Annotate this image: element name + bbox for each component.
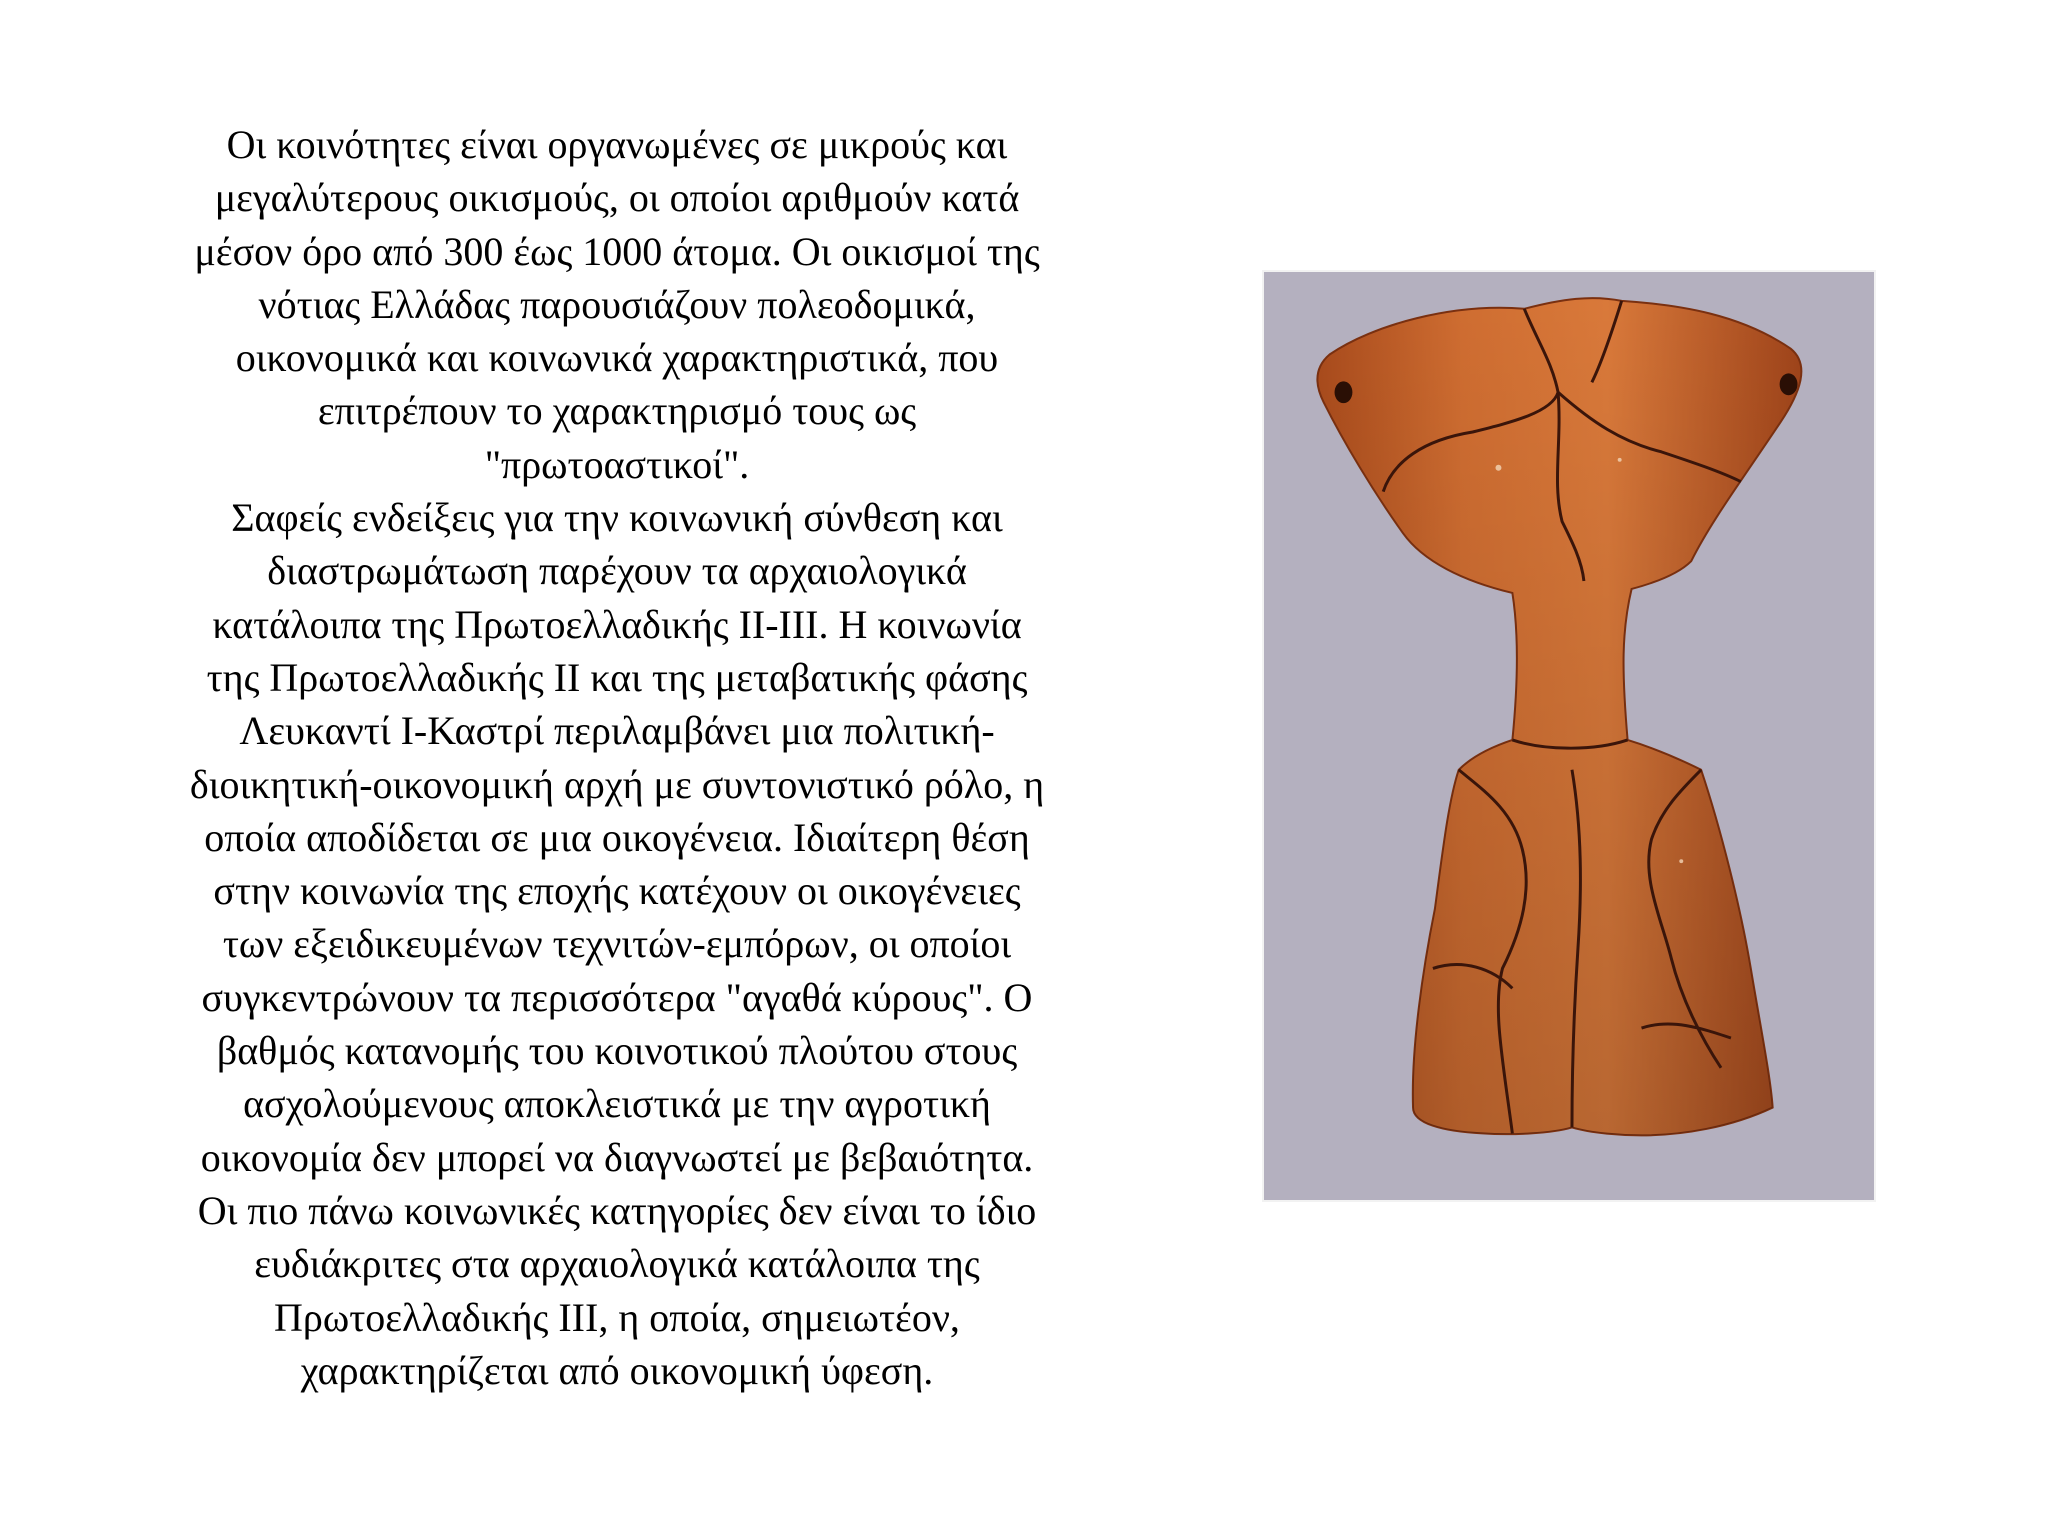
body-text (112, 118, 1122, 1397)
text-line: Λευκαντί Ι-Καστρί περιλαμβάνει μια πολιτική- (239, 708, 995, 754)
text-line: οποία αποδίδεται σε μια οικογένεια. Ιδιαίτερη θέση (204, 814, 1030, 860)
text-line: οικονομικά και κοινωνικά χαρακτηριστικά, που (235, 335, 999, 381)
text-line: Σαφείς ενδείξεις για την κοινωνική σύνθεση και (231, 495, 1003, 541)
text-line: χαρακτηρίζεται από οικονομική ύφεση. (300, 1347, 934, 1393)
text-line: επιτρέπουν το χαρακτηρισμό τους ως (317, 388, 917, 434)
text-line: διαστρωμάτωση παρέχουν τα αρχαιολογικά (267, 548, 967, 594)
text-line: νότιας Ελλάδας παρουσιάζουν πολεοδομικά, (258, 281, 976, 327)
text-line: της Πρωτοελλαδικής ΙΙ και της μεταβατικής φάσης (206, 654, 1028, 700)
text-line: στην κοινωνία της εποχής κατέχουν οι οικογένειες (213, 868, 1021, 914)
text-line: των εξειδικευμένων τεχνιτών-εμπόρων, οι οποίοι (222, 921, 1012, 967)
text-line: Οι πιο πάνω κοινωνικές κατηγορίες δεν είναι το ίδιο (197, 1187, 1037, 1233)
text-line: μεγαλύτερους οικισμούς, οι οποίοι αριθμούν κατά (214, 175, 1020, 221)
text-line: διοικητική-οικονομική αρχή με συντονιστικό ρόλο, η (189, 761, 1045, 807)
text-line: μέσον όρο από 300 έως 1000 άτομα. Οι οικισμοί της (194, 228, 1040, 274)
text-line: οικονομία δεν μπορεί να διαγνωστεί με βεβαιότητα. (200, 1134, 1034, 1180)
text-line: βαθμός κατανομής του κοινοτικού πλούτου στους (216, 1028, 1018, 1074)
text-line: Πρωτοελλαδικής ΙΙΙ, η οποία, σημειωτέον, (274, 1294, 960, 1340)
text-line: Οι κοινότητες είναι οργανωμένες σε μικρούς και (226, 122, 1008, 167)
figurine-illustration (1264, 272, 1874, 1200)
text-line: "πρωτοαστικοί". (484, 441, 750, 487)
text-line: συγκεντρώνουν τα περισσότερα "αγαθά κύρους". Ο (201, 974, 1033, 1020)
text-line: κατάλοιπα της Πρωτοελλαδικής ΙΙ-ΙΙΙ. Η κοινωνία (212, 601, 1022, 647)
text-line: ευδιάκριτες στα αρχαιολογικά κατάλοιπα της (254, 1241, 980, 1287)
terracotta-figurine-photo (1262, 270, 1876, 1202)
text-line: ασχολούμενους αποκλειστικά με την αγροτική (243, 1081, 991, 1127)
